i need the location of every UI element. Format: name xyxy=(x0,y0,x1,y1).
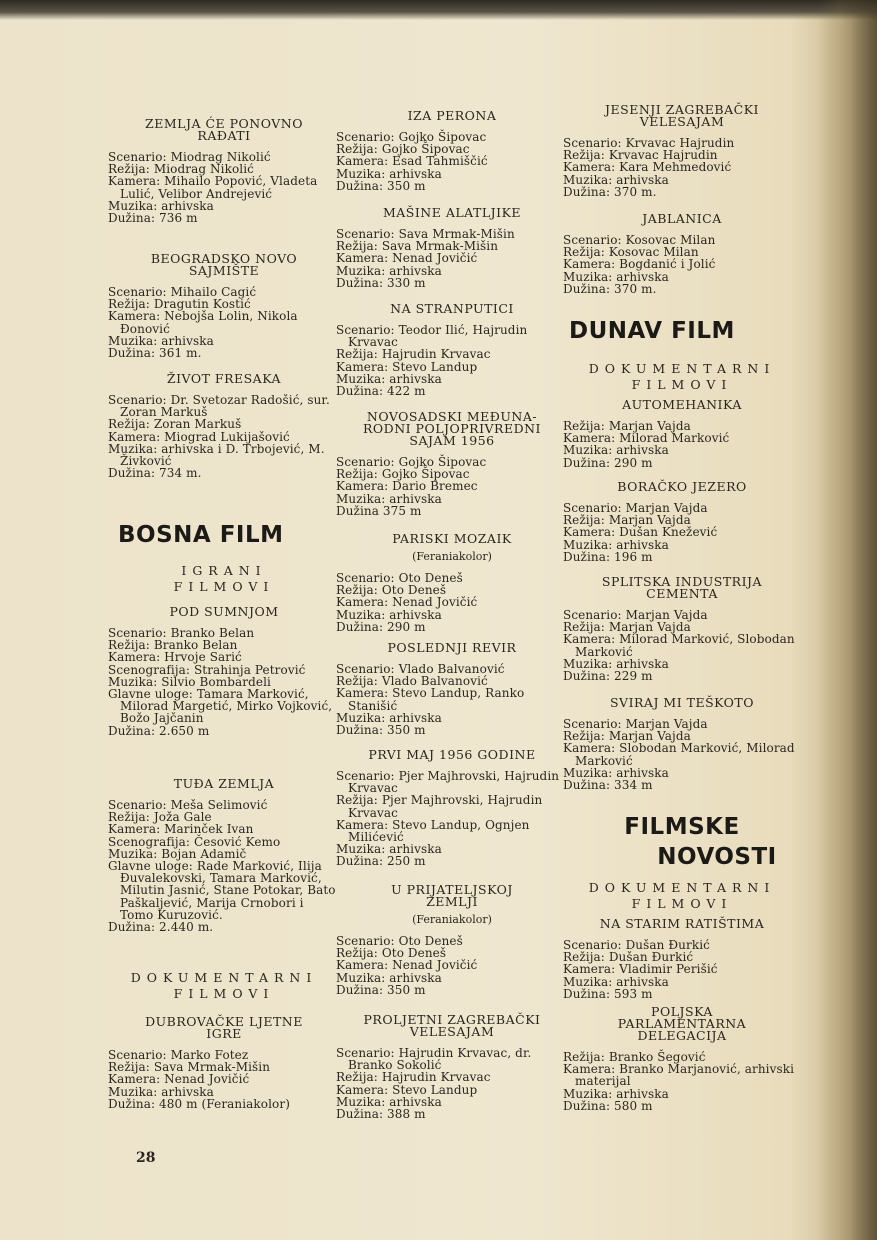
credit-line: Scenario: Sava Mrmak-Mišin xyxy=(336,227,515,241)
credit-line: Scenografija: Česović Kemo xyxy=(108,834,281,849)
credit-line: Muzika: arhivska xyxy=(336,263,442,278)
credit-line: Režija: Oto Deneš xyxy=(336,583,447,598)
film-title: POSLEDNJI REVIR xyxy=(387,640,517,655)
credit-line: Dužina: 350 m xyxy=(336,178,426,193)
credit-line: Muzika: arhivska xyxy=(336,970,442,985)
credit-line: Dužina: 196 m xyxy=(563,549,653,564)
credit-line: Scenario: Marjan Vajda xyxy=(563,717,708,731)
credit-line: Režija: Gojko Šipovac xyxy=(336,467,470,482)
credit-line: Režija: Marjan Vajda xyxy=(563,620,691,635)
credit-line: Režija: Joža Gale xyxy=(108,810,212,825)
credit-line: Kamera: Dušan Knežević xyxy=(563,525,718,540)
film-title: POLJSKA PARLAMENTARNA DELEGACIJA xyxy=(617,1004,747,1043)
credit-line: Scenario: Miodrag Nikolić xyxy=(108,150,271,164)
film-title: AUTOMEHANIKA xyxy=(622,397,742,412)
film-entry xyxy=(563,481,801,563)
credit-line: Režija: Marjan Vajda xyxy=(563,513,691,528)
film-title: POD SUMNJOM xyxy=(169,604,279,619)
credit-line: Kamera: Nebojša Lolin, Nikola Đonović xyxy=(108,309,298,336)
film-entry xyxy=(563,1006,801,1112)
credit-line: Kamera: Vladimir Perišić xyxy=(563,962,718,977)
credit-line: Scenario: Dr. Svetozar Radošić, sur. Zoran Markuš xyxy=(108,393,330,420)
credit-line: Dužina: 593 m xyxy=(563,986,653,1001)
credit-line: Kamera: Kara Mehmedović xyxy=(563,160,732,175)
credit-line: Kamera: Marinček Ivan xyxy=(108,822,254,837)
credit-line: Dužina: 422 m xyxy=(336,384,426,399)
credit-line: Scenario: Marko Fotez xyxy=(108,1048,249,1062)
page-top-edge xyxy=(0,0,877,20)
film-title: TUĐA ZEMLJA xyxy=(173,776,275,791)
credit-line: Režija: Marjan Vajda xyxy=(563,729,691,744)
film-entry xyxy=(563,399,801,469)
credit-line: Kamera: Hrvoje Sarić xyxy=(108,650,242,665)
credit-line: Muzika: arhivska xyxy=(336,166,442,181)
credit-line: Režija: Branko Šegović xyxy=(563,1050,706,1064)
credit-line: Scenario: Gojko Šipovac xyxy=(336,455,487,469)
credit-line: Dužina: 350 m xyxy=(336,982,426,997)
credit-line: Kamera: Esad Tahmiščić xyxy=(336,154,488,169)
film-title: JABLANICA xyxy=(642,211,722,226)
film-title: MAŠINE ALATLJIKE xyxy=(382,205,522,220)
credit-line: Muzika: Silvio Bombardeli xyxy=(108,674,271,689)
credit-line: Dužina: 480 m (Feraniakolor) xyxy=(108,1096,291,1111)
film-entry xyxy=(336,411,568,517)
credit-line: Kamera: Stevo Landup xyxy=(336,359,478,374)
credit-line: Dužina: 580 m xyxy=(563,1098,653,1113)
credit-line: Muzika: arhivska xyxy=(108,1084,214,1099)
credit-line: Dužina: 388 m xyxy=(336,1107,426,1122)
film-title: SVIRAJ MI TEŠKOTO xyxy=(609,695,755,710)
credit-line: Scenario: Gojko Šipovac xyxy=(336,130,487,144)
credit-line: Dužina: 370 m. xyxy=(563,184,657,199)
credit-line: Muzika: arhivska xyxy=(563,537,669,552)
film-title: U PRIJATELJSKOJ ZEMLJI (Feraniakolor) xyxy=(391,882,513,926)
credit-line: Muzika: arhivska xyxy=(108,198,214,213)
film-title: NOVOSADSKI MEĐUNA- RODNI POLJOPRIVREDNI SAJAM 1956 xyxy=(363,409,541,448)
section-heading: DOKUMENTARNI FILMOVI xyxy=(130,970,318,1001)
film-title: BORAČKO JEZERO xyxy=(617,479,747,494)
credit-line: Režija: Marjan Vajda xyxy=(563,419,691,433)
credit-line: Dužina: 736 m xyxy=(108,211,198,226)
credit-line: Režija: Hajrudin Krvavac xyxy=(336,1070,491,1085)
credit-line: Scenario: Marjan Vajda xyxy=(563,501,708,515)
credit-line: Scenario: Pjer Majhrovski, Hajrudin Krvavac xyxy=(336,769,560,796)
credit-line: Dužina: 370 m. xyxy=(563,281,657,296)
credit-line: Kamera: Stevo Landup xyxy=(336,1082,478,1097)
credit-line: Muzika: arhivska xyxy=(336,710,442,725)
credit-line: Muzika: arhivska xyxy=(563,656,669,671)
film-entry xyxy=(336,642,568,736)
credit-line: Muzika: Bojan Adamič xyxy=(108,846,247,861)
film-entry xyxy=(336,884,568,996)
credit-line: Scenario: Hajrudin Krvavac, dr. Branko Sokolić xyxy=(336,1046,532,1073)
credit-line: Muzika: arhivska xyxy=(108,333,214,348)
section-heading: DOKUMENTARNI FILMOVI xyxy=(588,361,776,392)
credit-line: Kamera: Milorad Marković xyxy=(563,431,730,446)
credit-line: Režija: Sava Mrmak-Mišin xyxy=(336,239,499,254)
credit-line: Muzika: arhivska xyxy=(336,1094,442,1109)
credit-line: Dužina: 334 m xyxy=(563,778,653,793)
credit-line: Muzika: arhivska xyxy=(563,974,669,989)
credit-line: Dužina 375 m xyxy=(336,503,422,518)
credit-line: Režija: Pjer Majhrovski, Hajrudin Krvavac xyxy=(336,793,543,820)
credit-line: Dužina: 734 m. xyxy=(108,466,202,481)
credit-line: Dužina: 290 m xyxy=(336,619,426,634)
film-title: PRVI MAJ 1956 GODINE xyxy=(368,747,536,762)
film-title: PARISKI MOZAIK (Feraniakolor) xyxy=(392,531,512,563)
credit-line: Kamera: Branko Marjanović, arhivski materijal xyxy=(563,1062,795,1089)
credit-line: Scenario: Branko Belan xyxy=(108,626,255,640)
credit-line: Dužina: 290 m xyxy=(563,455,653,470)
credit-line: Režija: Hajrudin Krvavac xyxy=(336,347,491,362)
credit-line: Kamera: Bogdanić i Jolić xyxy=(563,257,716,272)
credit-line: Kamera: Slobodan Marković, Milorad Marković xyxy=(563,741,795,768)
credit-line: Kamera: Stevo Landup, Ranko Stanišić xyxy=(336,686,525,713)
film-entry xyxy=(563,697,801,791)
credit-line: Scenografija: Strahinja Petrović xyxy=(108,662,306,677)
credit-line: Kamera: Nenad Jovičić xyxy=(336,251,478,266)
film-title: NA STRANPUTICI xyxy=(390,301,514,316)
studio-heading: BOSNA FILM xyxy=(118,522,284,548)
credit-line: Kamera: Stevo Landup, Ognjen Milićević xyxy=(336,817,530,845)
credit-line: Kamera: Nenad Jovičić xyxy=(336,595,478,610)
credit-line: Scenario: Oto Deneš xyxy=(336,934,463,948)
credit-line: Scenario: Vlado Balvanović xyxy=(336,662,505,676)
credit-line: Scenario: Krvavac Hajrudin xyxy=(563,136,735,150)
film-entry xyxy=(336,207,568,289)
credit-line: Muzika: arhivska xyxy=(563,765,669,780)
credit-line: Dužina: 250 m xyxy=(336,854,426,869)
credit-line: Režija: Sava Mrmak-Mišin xyxy=(108,1060,271,1075)
credit-line: Muzika: arhivska xyxy=(336,491,442,506)
credit-line: Kamera: Mihailo Popović, Vladeta Lulić, Velibor Andrejević xyxy=(108,174,318,201)
credit-line: Režija: Vlado Balvanović xyxy=(336,674,488,689)
credit-line: Režija: Gojko Šipovac xyxy=(336,142,470,157)
film-entry xyxy=(336,1014,568,1120)
credit-line: Režija: Oto Deneš xyxy=(336,946,447,961)
film-title: BEOGRADSKO NOVO SAJMIŠTE xyxy=(150,251,298,278)
credit-line: Dužina: 2.650 m xyxy=(108,723,210,738)
credit-line: Režija: Miodrag Nikolić xyxy=(108,162,254,177)
film-entry xyxy=(336,303,568,397)
film-entry xyxy=(108,253,340,359)
credit-line: Scenario: Oto Deneš xyxy=(336,571,463,585)
credit-line: Muzika: arhivska xyxy=(563,1086,669,1101)
credit-line: Dužina: 361 m. xyxy=(108,346,202,361)
film-entry xyxy=(563,576,801,682)
film-title: ŽIVOT FRESAKA xyxy=(166,371,282,386)
credit-line: Scenario: Marjan Vajda xyxy=(563,608,708,622)
credit-line: Režija: Dušan Đurkić xyxy=(563,950,694,965)
section-heading: DOKUMENTARNI FILMOVI xyxy=(588,880,776,911)
credit-line: Režija: Kosovac Milan xyxy=(563,245,699,260)
film-entry xyxy=(108,778,340,933)
credit-line: Scenario: Dušan Đurkić xyxy=(563,938,710,952)
book-spine-shadow xyxy=(817,0,877,1240)
credit-line: Kamera: Nenad Jovičić xyxy=(336,958,478,973)
credit-line: Muzika: arhivska xyxy=(563,269,669,284)
film-entry xyxy=(563,104,801,198)
studio-heading: DUNAV FILM xyxy=(569,318,735,344)
film-title: ZEMLJA ĆE PONOVNO RAĐATI xyxy=(145,116,303,143)
credit-line: Dužina: 330 m xyxy=(336,275,426,290)
film-entry xyxy=(108,373,340,479)
credit-line: Glavne uloge: Tamara Marković, Milorad Margetić, Mirko Vojković, Božo Jajčanin xyxy=(108,687,333,726)
credit-line: Muzika: arhivska xyxy=(336,607,442,622)
credit-line: Scenario: Mihailo Cagić xyxy=(108,285,257,299)
credit-line: Dužina: 229 m xyxy=(563,669,653,684)
credit-line: Režija: Branko Belan xyxy=(108,638,238,653)
credit-line: Dužina: 350 m xyxy=(336,723,426,738)
film-entry xyxy=(336,749,568,868)
film-title: DUBROVAČKE LJETNE IGRE xyxy=(145,1014,303,1041)
film-entry xyxy=(563,213,801,295)
credit-line: Muzika: arhivska xyxy=(336,371,442,386)
film-entry xyxy=(336,533,568,633)
page-number: 28 xyxy=(136,1150,156,1166)
credit-line: Kamera: Miograd Lukijašović xyxy=(108,429,290,444)
credit-line: Režija: Krvavac Hajrudin xyxy=(563,148,718,163)
studio-heading: FILMSKE NOVOSTI xyxy=(624,814,777,870)
credit-line: Režija: Dragutin Kostić xyxy=(108,297,251,312)
credit-line: Scenario: Kosovac Milan xyxy=(563,233,716,247)
credit-line: Kamera: Milorad Marković, Slobodan Marković xyxy=(563,632,795,659)
film-title: PROLJETNI ZAGREBAČKI VELESAJAM xyxy=(363,1012,541,1039)
film-entry xyxy=(108,1016,340,1110)
credit-line: Kamera: Nenad Jovičić xyxy=(108,1072,250,1087)
film-title: JESENJI ZAGREBAČKI VELESAJAM xyxy=(605,102,759,129)
section-heading: IGRANI FILMOVI xyxy=(173,563,275,594)
film-title: IZA PERONA xyxy=(407,108,497,123)
film-entry xyxy=(563,918,801,1000)
film-title: SPLITSKA INDUSTRIJA CEMENTA xyxy=(601,574,763,601)
credit-line: Scenario: Teodor Ilić, Hajrudin Krvavac xyxy=(336,323,528,350)
credit-line: Režija: Zoran Markuš xyxy=(108,417,242,432)
film-entry xyxy=(108,118,340,224)
film-entry xyxy=(108,606,340,737)
credit-line: Muzika: arhivska xyxy=(563,172,669,187)
credit-line: Kamera: Dario Bremec xyxy=(336,479,478,494)
credit-line: Glavne uloge: Rade Marković, Ilija Đuvalekovski, Tamara Marković, Milutin Jasnić, Stane Potokar, Bato Paškaljević, Marija Crnobori i Tomo Kuruzović. xyxy=(108,859,336,922)
credit-line: Dužina: 2.440 m. xyxy=(108,920,214,935)
credit-line: Scenario: Meša Selimović xyxy=(108,798,268,812)
credit-line: Muzika: arhivska xyxy=(563,443,669,458)
credit-line: Muzika: arhivska i D. Trbojević, M. Živković xyxy=(108,441,325,469)
film-entry xyxy=(336,110,568,192)
credit-line: Muzika: arhivska xyxy=(336,842,442,857)
film-title: NA STARIM RATIŠTIMA xyxy=(599,916,765,931)
